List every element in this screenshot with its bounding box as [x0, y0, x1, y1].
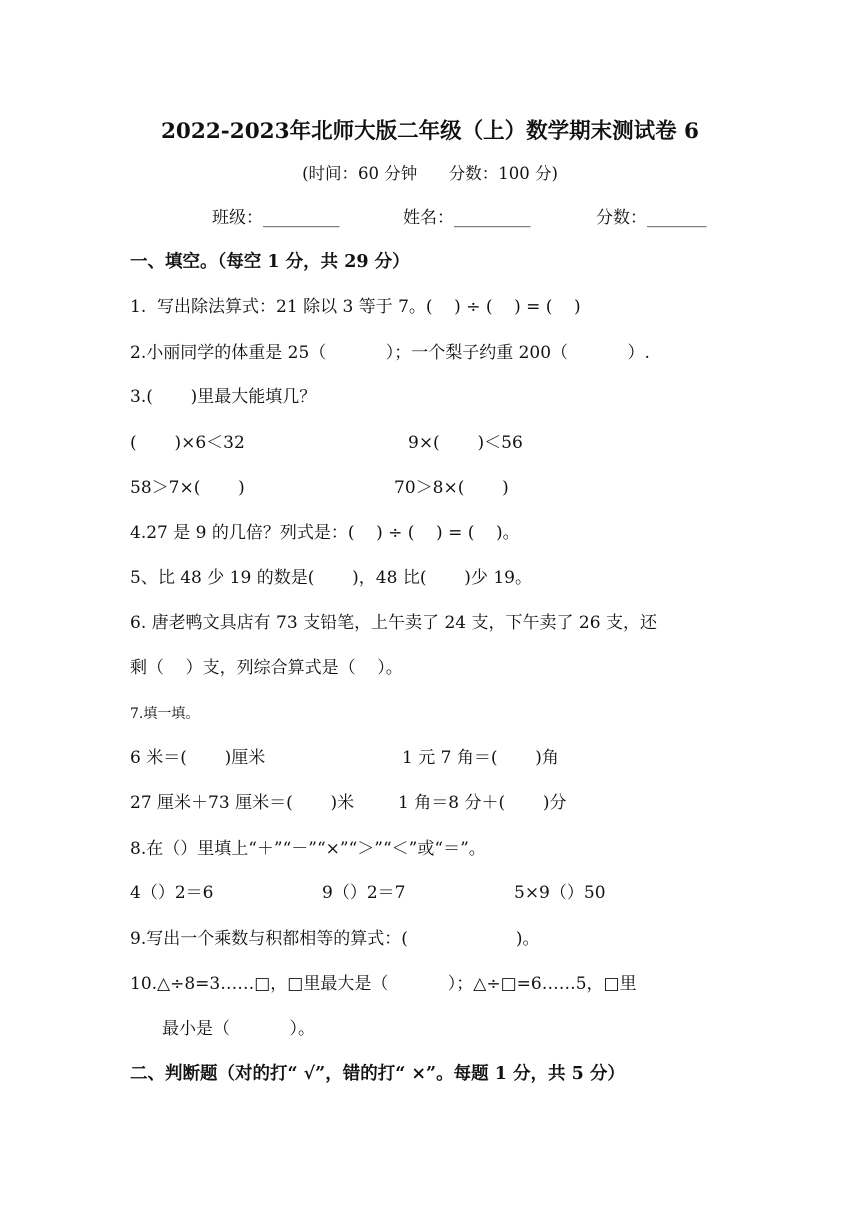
question-4: 4.27 是 9 的几倍？列式是：( ) ÷ ( ) = ( )。: [130, 523, 520, 543]
question-1: 1. 写出除法算式：21 除以 3 等于 7。( ) ÷ ( ) = ( ): [130, 297, 581, 317]
question-10-line-1: 10.△÷8=3……□，□里最大是（ ）；△÷□=6……5，□里: [130, 974, 637, 994]
question-9: 9.写出一个乘数与积都相等的算式：( )。: [130, 929, 540, 949]
question-3-item-a: ( )×6＜32: [130, 433, 245, 453]
question-7: 7.填一填。: [130, 706, 200, 722]
question-6-line-2: 剩（ ）支，列综合算式是（ ）。: [130, 658, 403, 678]
question-8-item-a: 4（）2＝6: [130, 883, 214, 903]
question-3-item-d: 70＞8×( ): [394, 478, 509, 498]
question-7-item-c: 27 厘米＋73 厘米＝( )米: [130, 793, 355, 813]
question-8-item-c: 5×9（）50: [514, 883, 606, 903]
question-3-item-c: 58＞7×( ): [130, 478, 245, 498]
question-8: 8.在（）里填上“＋”“－”“×”“＞”“＜”或“＝”。: [130, 839, 486, 859]
question-7-item-b: 1 元 7 角＝( )角: [402, 748, 559, 768]
question-3: 3.( )里最大能填几？: [130, 387, 317, 407]
question-5: 5、比 48 少 19 的数是( )，48 比( )少 19。: [130, 568, 532, 588]
question-3-item-b: 9×( )＜56: [408, 433, 523, 453]
exam-subtitle: (时间：60 分钟 分数：100 分): [302, 164, 558, 183]
section-1-heading: 一、填空。（每空 1 分，共 29 分）: [130, 252, 410, 272]
question-8-item-b: 9（）2＝7: [322, 883, 406, 903]
question-6-line-1: 6. 唐老鸭文具店有 73 支铅笔，上午卖了 24 支，下午卖了 26 支，还: [130, 613, 657, 633]
name-field: 姓名：_________: [403, 208, 531, 228]
question-10-line-2: 最小是（ ）。: [162, 1019, 315, 1039]
page-title: 2022-2023年北师大版二年级（上）数学期末测试卷 6: [160, 119, 700, 144]
section-2-heading: 二、判断题（对的打“ √”，错的打“ ×”。每题 1 分，共 5 分）: [130, 1064, 625, 1084]
question-7-item-a: 6 米＝( )厘米: [130, 748, 266, 768]
question-2: 2.小丽同学的体重是 25（ ）；一个梨子约重 200（ ）.: [130, 343, 650, 363]
score-field: 分数：_______: [596, 208, 707, 228]
class-field: 班级：_________: [212, 208, 340, 228]
question-7-item-d: 1 角＝8 分＋( )分: [398, 793, 567, 813]
